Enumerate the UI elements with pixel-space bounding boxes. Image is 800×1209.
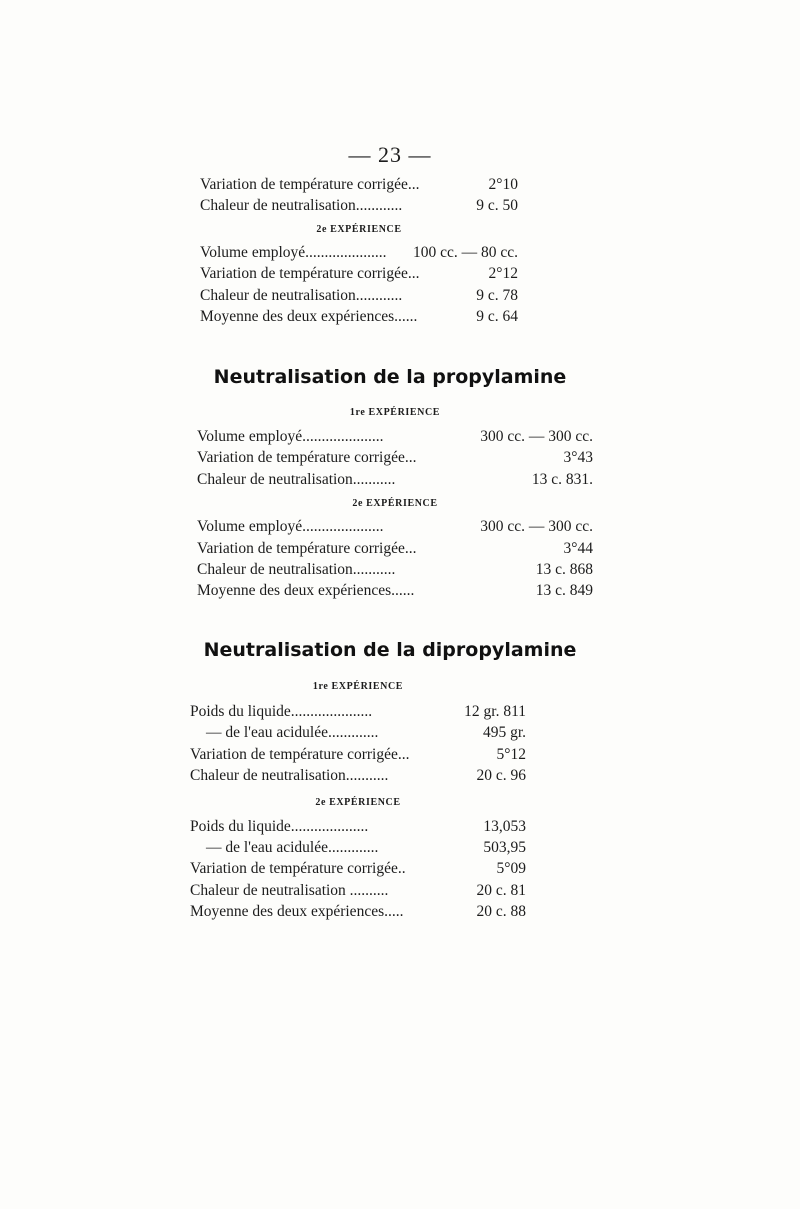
result-label: Moyenne des deux expériences......	[200, 308, 418, 326]
result-value: 13,053	[483, 817, 526, 835]
experiment-label: 2e EXPÉRIENCE	[315, 796, 401, 808]
result-row	[197, 469, 593, 490]
result-value: 100 cc. — 80 cc.	[412, 243, 518, 261]
result-value: 5°09	[496, 860, 526, 878]
result-row	[197, 559, 593, 580]
result-value: 9 c. 50	[476, 197, 518, 215]
result-value: 5°12	[496, 745, 526, 763]
result-row	[190, 701, 526, 722]
result-label: Volume employé.....................	[197, 518, 384, 536]
result-value: 13 c. 831.	[531, 470, 593, 488]
result-row	[190, 744, 526, 765]
experiment-block-continued	[200, 174, 518, 327]
result-row	[200, 174, 518, 195]
result-label: Variation de température corrigée..	[190, 860, 406, 878]
result-value: 20 c. 88	[476, 903, 526, 921]
result-label: Moyenne des deux expériences.....	[190, 903, 404, 921]
page-number: — 23 —	[348, 142, 432, 167]
result-label: Poids du liquide....................	[190, 817, 369, 835]
result-label: Chaleur de neutralisation............	[200, 197, 403, 215]
result-value: 20 c. 81	[476, 881, 526, 899]
result-rows	[190, 816, 526, 923]
result-value: 495 gr.	[482, 724, 526, 742]
result-value: 9 c. 78	[476, 286, 518, 304]
result-value: 300 cc. — 300 cc.	[480, 428, 593, 445]
result-row	[190, 765, 526, 786]
result-label: Moyenne des deux expériences......	[197, 582, 415, 600]
result-label: Variation de température corrigée...	[197, 449, 417, 467]
result-label: Poids du liquide.....................	[190, 703, 373, 720]
result-row	[197, 516, 593, 537]
result-rows	[197, 516, 593, 602]
result-row	[190, 722, 526, 743]
result-row	[190, 837, 526, 858]
result-rows	[190, 701, 526, 787]
result-label: Volume employé.....................	[197, 428, 384, 445]
result-value: 3°43	[563, 449, 593, 467]
result-row	[197, 580, 593, 601]
result-rows	[197, 426, 593, 490]
result-label: Chaleur de neutralisation...........	[190, 767, 389, 785]
result-value: 9 c. 64	[476, 308, 518, 326]
result-row	[190, 858, 526, 879]
section-heading: Neutralisation de la propylamine	[213, 366, 567, 388]
result-value: 300 cc. — 300 cc.	[480, 518, 593, 536]
result-value: 3°44	[563, 539, 593, 557]
result-row	[197, 538, 593, 559]
result-label: — de l'eau acidulée.............	[206, 839, 379, 857]
result-row	[190, 880, 526, 901]
result-row	[200, 263, 518, 284]
result-label: Variation de température corrigée...	[197, 539, 417, 557]
result-label: Variation de température corrigée...	[200, 265, 420, 283]
result-value: 2°12	[488, 265, 518, 283]
experiment-label: 1re EXPÉRIENCE	[349, 407, 441, 418]
result-label: Chaleur de neutralisation...........	[197, 470, 396, 488]
result-label: — de l'eau acidulée.............	[206, 724, 379, 742]
result-label: Variation de température corrigée...	[190, 745, 410, 763]
result-value: 12 gr. 811	[464, 703, 526, 720]
result-rows	[200, 242, 518, 328]
experiment-label: 1re EXPÉRIENCE	[312, 681, 404, 692]
experiment-label: 2e EXPÉRIENCE	[316, 223, 402, 235]
result-row	[190, 816, 526, 837]
dipropylamine-section	[190, 680, 526, 923]
experiment-label: 2e EXPÉRIENCE	[352, 498, 438, 510]
result-label: Volume employé.....................	[200, 243, 387, 261]
result-label: Chaleur de neutralisation............	[200, 286, 403, 304]
result-value: 13 c. 849	[535, 582, 593, 600]
result-value: 20 c. 96	[476, 767, 526, 785]
propylamine-section	[197, 406, 593, 602]
result-label: Chaleur de neutralisation...........	[197, 561, 396, 579]
result-row	[197, 447, 593, 468]
result-row	[190, 901, 526, 922]
result-row	[200, 195, 518, 216]
result-value: 13 c. 868	[535, 561, 593, 579]
result-row	[200, 306, 518, 327]
result-value: 503,95	[483, 839, 526, 857]
result-label: Variation de température corrigée...	[200, 176, 420, 193]
result-row	[200, 285, 518, 306]
result-row	[197, 426, 593, 447]
result-label: Chaleur de neutralisation ..........	[190, 881, 389, 899]
section-heading: Neutralisation de la dipropylamine	[203, 639, 577, 661]
result-rows	[200, 174, 518, 217]
result-value: 2°10	[488, 176, 518, 193]
result-row	[200, 242, 518, 263]
